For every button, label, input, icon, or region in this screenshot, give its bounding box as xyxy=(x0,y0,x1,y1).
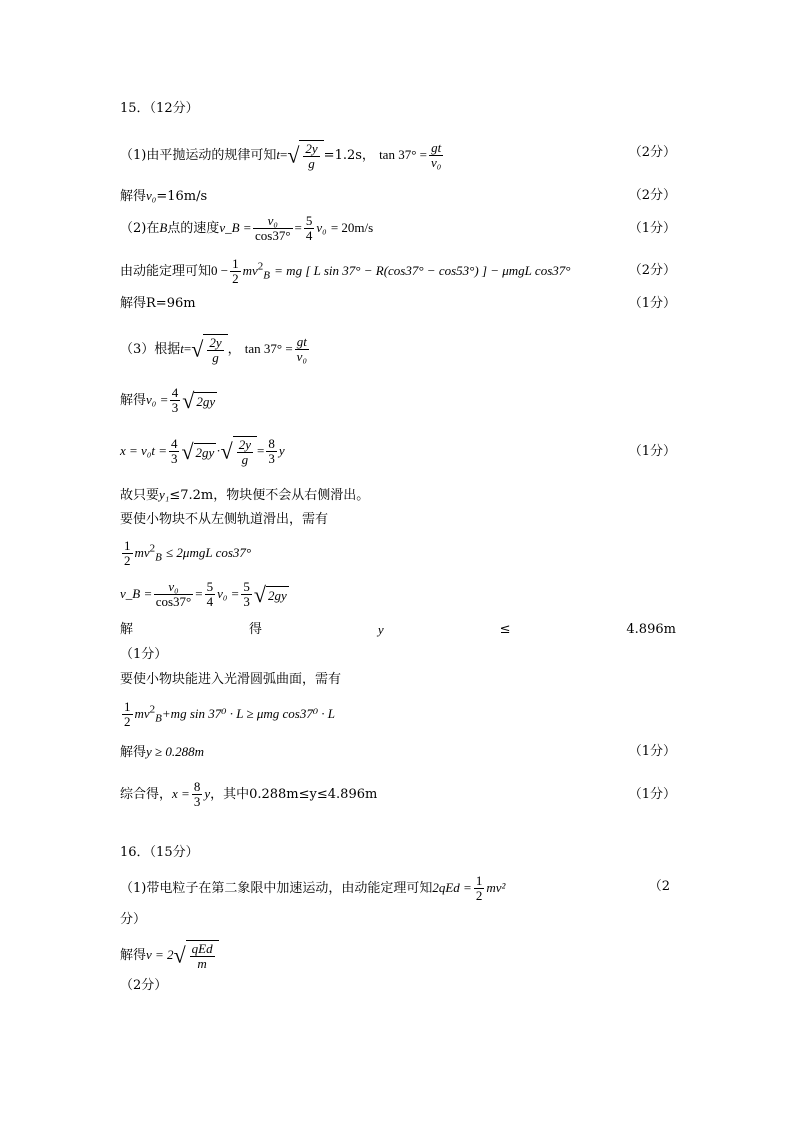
v0-var: v₀ xyxy=(316,220,327,235)
frac-num: 2y xyxy=(209,335,222,350)
mv-term: mv xyxy=(134,706,150,721)
frac-num: 4 xyxy=(170,436,178,451)
frac-num: 5 xyxy=(243,579,250,594)
frac-den: 3 xyxy=(170,451,178,466)
eq-sign: = xyxy=(257,443,265,458)
t-var: t xyxy=(180,341,184,356)
zero-minus: 0 − xyxy=(211,263,229,278)
tan37-label: tan 37° = xyxy=(379,147,427,162)
four-thirds xyxy=(169,437,180,466)
B-var: B xyxy=(159,220,168,235)
frac-num: 2y xyxy=(238,437,252,452)
q15-y-lower-bound xyxy=(120,744,204,761)
frac-den: 3 xyxy=(171,400,179,415)
q15-summary xyxy=(120,780,377,809)
gt-over-v0 xyxy=(429,141,443,170)
score: （2分） xyxy=(628,263,676,278)
value: =16m/s xyxy=(156,189,208,204)
frac-num: gt xyxy=(295,335,309,350)
frac-den: cos37° xyxy=(155,594,192,609)
score: （2分） xyxy=(628,188,676,203)
label: 解 xyxy=(120,622,134,637)
four-thirds xyxy=(170,386,181,415)
q15-inequality-1: $\frac{1}{2}$ $mv^2_B \le 2\mu mgL$ cos37° xyxy=(124,538,252,568)
frac-num: 1 xyxy=(124,538,131,553)
leq-sign: ≤ xyxy=(499,622,511,637)
t-value: =1.2s， xyxy=(323,148,375,163)
q16-header: 16．（15分） xyxy=(120,845,199,860)
label: 解得 xyxy=(120,948,147,963)
value: = 20m/s xyxy=(330,220,374,235)
q15-part2-line xyxy=(120,214,373,243)
q15-part1-text: （1)由平抛运动的规律可知 xyxy=(120,148,277,163)
value: y ≥ 0.288m xyxy=(146,744,205,759)
y-var: y xyxy=(377,622,384,637)
one-half xyxy=(122,539,133,568)
eq-sign: = xyxy=(195,586,203,601)
q15-condition-arc: 要使小物块能进入光滑圆弧曲面，需有 xyxy=(120,672,342,687)
frac-num: 5 xyxy=(305,213,313,228)
t-var: t xyxy=(276,147,280,162)
frac-den: 3 xyxy=(268,451,275,466)
y1-var: y₁ xyxy=(159,487,170,502)
q16-v-result xyxy=(120,940,219,971)
q15-inequality-2: $\frac{1}{2}$ $mv^2_B+mg$ sin 37⁰ · L ≥ μmg cos37⁰ · L xyxy=(124,699,336,729)
five-thirds xyxy=(241,580,252,609)
eight-thirds xyxy=(266,437,277,466)
energy-rhs: = mg [ L sin 37° − R(cos37° − cos53°) ] − μmgL cos37° xyxy=(274,263,571,278)
q15-energy-line: 由动能定理可知0 − $\frac{1}{2}$ $mv^2_B$ = mg [ L sin 37° − R(cos37° − cos53°) ] − μmgL cos37° xyxy=(120,256,571,286)
q15-R-result xyxy=(120,296,196,312)
radicand: 2gy xyxy=(196,393,216,409)
sqrt-2y-over-g: √ $\frac{2y}{g}$ xyxy=(191,334,227,365)
v0-eq: v₀ = xyxy=(217,586,240,601)
gt-over-v0 xyxy=(295,335,309,364)
label: 得 xyxy=(248,622,262,637)
frac-num: 1 xyxy=(124,699,131,714)
value: 4.896m xyxy=(626,622,676,637)
frac-den: 2 xyxy=(232,271,239,286)
score: （1分） xyxy=(628,744,676,759)
v0-var: v₀ xyxy=(146,188,157,203)
label: 由动能定理可知 xyxy=(120,264,212,279)
inequality-rhs: +mg sin 37⁰ · L ≥ μmg cos37⁰ · L xyxy=(161,706,336,721)
frac-num: 8 xyxy=(268,436,275,451)
five-fourths xyxy=(304,214,315,243)
frac-den: 3 xyxy=(243,594,250,609)
frac-num: gt xyxy=(429,141,443,156)
label: 解得 xyxy=(120,189,147,204)
value: R=96m xyxy=(146,296,196,311)
q15-part3-line: （3）根据t=√ $\frac{2y}{g}$ ， tan 37° = $\frac{gt}{\text{v₀}}$ xyxy=(120,334,307,365)
frac-den: v₀ xyxy=(430,155,442,170)
q15-v0-result xyxy=(120,188,207,205)
eq-sign: = xyxy=(279,147,288,162)
eq-sign: = xyxy=(160,392,168,407)
sqrt-qEd-over-m: √ $\frac{\text{qEd}}{m}$ xyxy=(174,940,219,971)
frac-den: 2 xyxy=(124,714,131,729)
frac-num: 1 xyxy=(475,873,483,888)
sqrt-2y-over-g: √ $\frac{2y}{g}$ xyxy=(287,140,323,171)
v0-over-cos37 xyxy=(154,580,194,609)
frac-num: 1 xyxy=(232,256,239,271)
vB-var: v_B xyxy=(219,220,240,235)
label: 解得 xyxy=(120,393,147,408)
frac-num: v₀ xyxy=(154,580,194,595)
score: （1分） xyxy=(628,787,676,802)
y-var: y xyxy=(204,786,211,801)
mv-term: mv xyxy=(242,263,258,278)
eq-sign: = xyxy=(243,220,252,235)
frac-num: qEd xyxy=(191,941,213,956)
label: 故只要 xyxy=(120,488,160,503)
q15-v0-expr xyxy=(120,386,217,415)
x-eq: x = xyxy=(172,786,190,801)
frac-den: 3 xyxy=(193,794,201,809)
frac-num: v₀ xyxy=(253,214,293,229)
sqrt-2y-over-g: √ $\frac{2y}{g}$ xyxy=(221,436,257,467)
eq-sign: = xyxy=(294,220,302,235)
score: 分） xyxy=(120,912,147,927)
one-half xyxy=(474,874,485,903)
frac-num: 2y xyxy=(305,141,318,156)
frac-num: 8 xyxy=(193,779,201,794)
radicand: 2gy xyxy=(195,444,215,460)
score: （1分） xyxy=(628,221,676,236)
q16-part1-line xyxy=(120,874,505,903)
v0-var: v₀ xyxy=(146,392,157,407)
vB-var: v_B xyxy=(120,586,141,601)
one-half xyxy=(230,257,241,286)
inequality-rhs: ≤ 2μmgL cos37° xyxy=(166,545,252,560)
eight-thirds xyxy=(192,780,203,809)
frac-den: 4 xyxy=(305,228,313,243)
frac-den: g xyxy=(212,350,219,365)
score: （2 xyxy=(648,879,670,894)
frac-den: m xyxy=(197,956,207,971)
mv-term: mv xyxy=(134,545,150,560)
five-fourths xyxy=(205,580,216,609)
text: ≤7.2m，物块便不会从右侧滑出。 xyxy=(169,488,370,503)
q15-part1-line xyxy=(120,140,445,171)
label: 解得 xyxy=(120,745,147,760)
mv-term: mv² xyxy=(486,880,506,895)
frac-num: 4 xyxy=(171,385,179,400)
y-var: y xyxy=(278,443,285,458)
score: （2分） xyxy=(628,145,676,160)
sqrt-2gy: √ 2gy xyxy=(253,581,287,607)
frac-den: 2 xyxy=(475,888,483,903)
label: 解得 xyxy=(120,296,147,311)
sqrt-2gy: √ 2gy xyxy=(182,387,216,413)
label: （2)在 xyxy=(120,221,160,236)
sqrt-2gy: √ 2gy xyxy=(181,438,215,464)
q15-header: 15．（12分） xyxy=(120,101,199,116)
q15-vB-expr xyxy=(120,580,289,609)
label: （3）根据 xyxy=(120,342,181,357)
q15-condition-left: 要使小物块不从左侧轨道滑出，需有 xyxy=(120,512,329,527)
one-half xyxy=(122,700,133,729)
energy-lhs: 2qEd = xyxy=(432,880,472,895)
dot: · xyxy=(216,443,221,458)
eq-sign: = xyxy=(144,586,152,601)
frac-num: 5 xyxy=(206,579,214,594)
score: （1分） xyxy=(628,296,676,311)
frac-den: v₀ xyxy=(296,349,307,364)
frac-den: 2 xyxy=(124,553,131,568)
score: （1分） xyxy=(628,444,676,459)
q15-x-expr xyxy=(120,436,285,467)
tan37-label: tan 37° = xyxy=(244,341,293,356)
text: ，其中0.288m≤y≤4.896m xyxy=(210,787,378,802)
q15-condition-right xyxy=(120,487,369,504)
score: （2分） xyxy=(120,978,168,993)
frac-den: g xyxy=(308,156,315,171)
v-eq: v = 2 xyxy=(146,947,174,962)
q15-y-upper-bound xyxy=(120,622,676,638)
x-expr: x = v₀t = xyxy=(120,443,167,458)
frac-den: g xyxy=(241,452,249,467)
radicand: 2gy xyxy=(267,587,287,603)
frac-den: cos37° xyxy=(255,228,291,243)
score: （1分） xyxy=(120,647,168,662)
frac-den: 4 xyxy=(206,594,214,609)
label: 综合得， xyxy=(120,787,173,802)
label: 点的速度 xyxy=(167,221,220,236)
v0-over-cos37 xyxy=(253,214,293,243)
eq-sign: = xyxy=(183,341,192,356)
label: （1)带电粒子在第二象限中加速运动，由动能定理可知 xyxy=(120,881,433,896)
